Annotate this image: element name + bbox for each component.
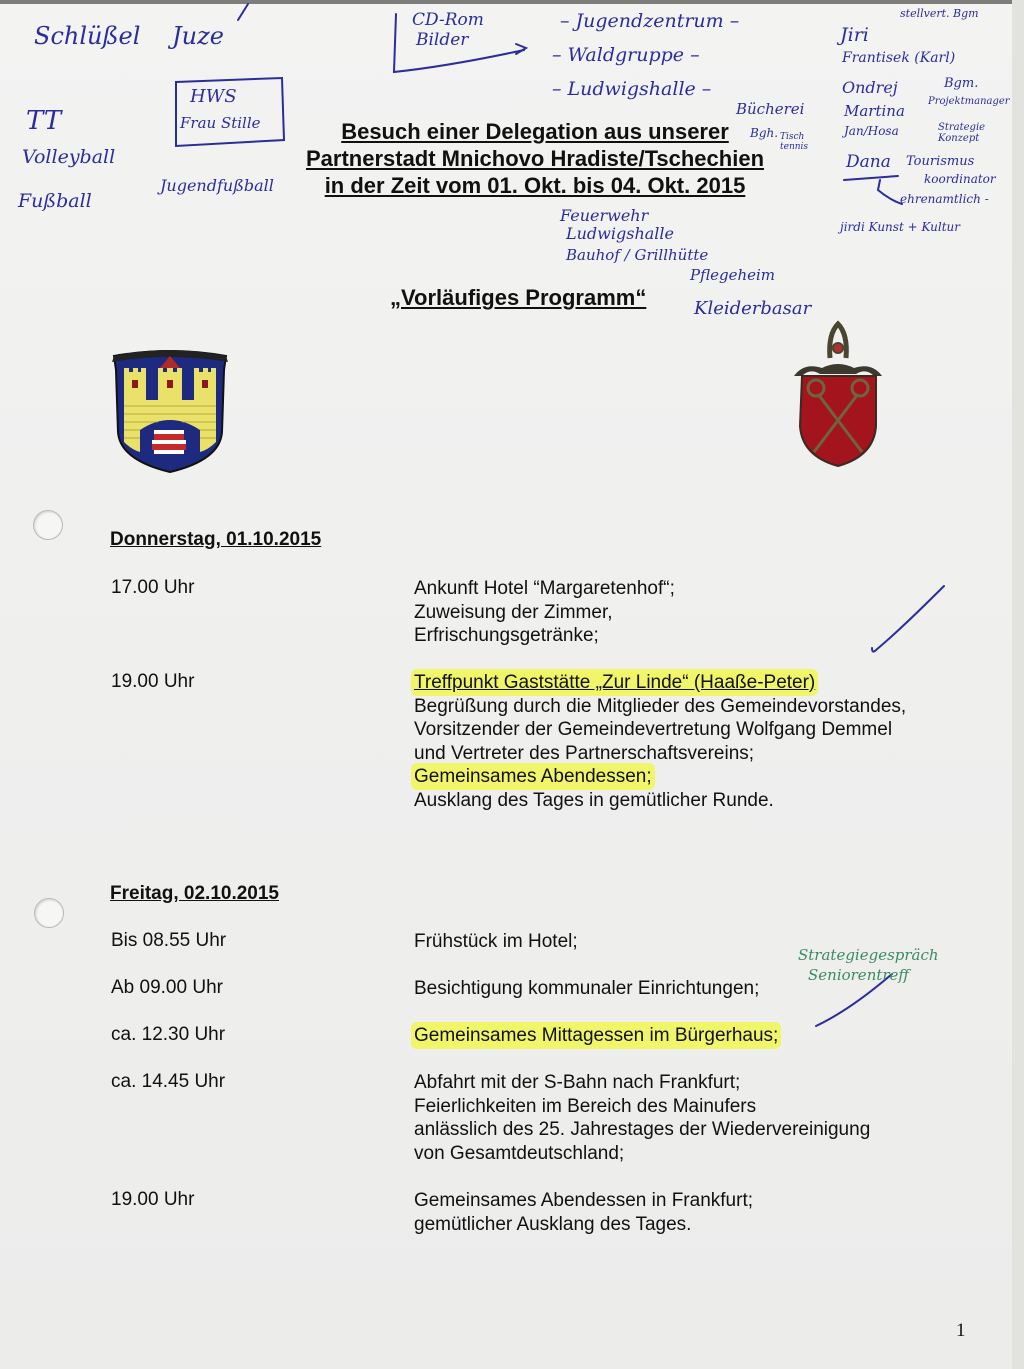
handwritten-note: HWS (190, 86, 237, 107)
scan-right-edge (1012, 0, 1024, 1369)
handwritten-note: Jugendfußball (160, 176, 274, 195)
entry-line: anlässlich des 25. Jahrestages der Wiedervereinigung (414, 1119, 871, 1140)
entry-description (414, 1189, 753, 1236)
handwritten-note: Tourismus (906, 154, 975, 169)
entry-line: Vorsitzender der Gemeindevertretung Wolfgang Demmel (414, 719, 893, 740)
entry-line: gemütlicher Ausklang des Tages. (414, 1213, 692, 1235)
entry-line-meeting-point (414, 671, 906, 695)
entry-time: Bis 08.55 Uhr (111, 930, 227, 951)
handwritten-note: stellvert. Bgm (900, 7, 979, 20)
arrow-head (516, 44, 526, 54)
handwritten-note: Bilder (416, 30, 469, 50)
entry-time: 17.00 Uhr (111, 577, 195, 598)
check-mark (872, 586, 944, 652)
entry-description (414, 577, 675, 648)
handwritten-note: Projektmanager (928, 96, 1010, 107)
entry-time: ca. 12.30 Uhr (111, 1024, 226, 1045)
partner-town-coat-of-arms-right (790, 316, 886, 468)
handwritten-note: Ondrej (842, 78, 898, 97)
day-heading-friday: Freitag, 02.10.2015 (110, 883, 279, 904)
handwritten-note: Bgh. (750, 126, 779, 140)
entry-line: Besichtigung kommunaler Einrichtungen; (414, 978, 760, 999)
punch-hole (34, 898, 64, 928)
pen-stroke (238, 4, 248, 20)
handwritten-note: CD-Rom (412, 10, 484, 30)
document-title (270, 118, 800, 199)
handwritten-note: Schlüßel (34, 22, 141, 50)
handwritten-note: Juze (172, 22, 224, 50)
highlighted-text: Gemeinsames Abendessen; (414, 766, 652, 787)
handwritten-note: Ludwigshalle (566, 224, 674, 243)
entry-line: Begrüßung durch die Mitglieder des Gemeindevorstandes, (414, 695, 907, 717)
handwritten-note: Feuerwehr (560, 206, 649, 225)
entry-line: Feierlichkeiten im Bereich des Mainufers (414, 1095, 757, 1117)
entry-time: 19.00 Uhr (111, 671, 195, 692)
handwritten-note: Seniorentreff (808, 966, 910, 984)
entry-line: und Vertreter des Partnerschaftsvereins; (414, 742, 755, 764)
handwritten-note: Bücherei (736, 100, 805, 118)
handwritten-note: Dana (846, 152, 891, 172)
title-line-2: Partnerstadt Mnichovo Hradiste/Tschechien (305, 146, 765, 171)
underline-stroke (844, 176, 898, 180)
handwritten-note: Volleyball (22, 146, 116, 168)
handwritten-note: Pflegeheim (690, 266, 776, 284)
entry-description (414, 1024, 778, 1048)
day-heading-thursday: Donnerstag, 01.10.2015 (110, 529, 322, 550)
handwritten-note: Frau Stille (180, 114, 261, 132)
entry-line: Erfrischungsgetränke; (414, 625, 599, 646)
entry-line: Frühstück im Hotel; (414, 931, 578, 952)
handwritten-note: Bauhof / Grillhütte (566, 246, 709, 264)
handwritten-note: – Ludwigshalle – (552, 78, 712, 100)
scan-top-edge (0, 0, 1012, 4)
entry-line: Zuweisung der Zimmer, (414, 601, 613, 623)
entry-time: ca. 14.45 Uhr (111, 1071, 226, 1092)
entry-time: 19.00 Uhr (111, 1189, 195, 1210)
handwritten-note: koordinator (924, 172, 996, 186)
highlighted-text: Gemeinsames Mittagessen im Bürgerhaus; (414, 1025, 779, 1046)
entry-description (414, 671, 906, 812)
entry-line (414, 765, 906, 789)
title-line-1: Besuch einer Delegation aus unserer (341, 119, 729, 144)
town-coat-of-arms-left (108, 342, 232, 476)
handwritten-note: Frantisek (Karl) (842, 50, 956, 66)
handwritten-note: – Waldgruppe – (552, 44, 700, 66)
entry-description (414, 930, 578, 954)
entry-line: Ausklang des Tages in gemütlicher Runde. (414, 789, 774, 811)
entry-description (414, 1071, 870, 1165)
handwritten-note: jirdi Kunst + Kultur (840, 220, 961, 234)
title-line-3: in der Zeit vom 01. Okt. bis 04. Okt. 2015 (324, 173, 746, 198)
handwritten-note: Bgm. (944, 76, 979, 91)
handwritten-note: Strategiegespräch (798, 946, 939, 964)
handwritten-note: Jiri (840, 24, 869, 46)
handwritten-note: Kleiderbasar (694, 298, 812, 319)
entry-line: Ankunft Hotel “Margaretenhof“; (414, 578, 675, 599)
program-subtitle: „Vorläufiges Programm“ (390, 285, 647, 310)
entry-time: Ab 09.00 Uhr (111, 977, 223, 998)
entry-description (414, 977, 759, 1001)
entry-line: von Gesamtdeutschland; (414, 1142, 625, 1164)
pointer-arrow (878, 180, 902, 204)
handwritten-note: Strategie Konzept (938, 122, 986, 144)
punch-hole (33, 510, 63, 540)
handwritten-note: Martina (844, 102, 905, 120)
handwritten-note: Fußball (18, 190, 92, 212)
handwritten-note: TT (26, 106, 62, 136)
handwritten-note: – Jugendzentrum – (560, 10, 740, 32)
highlighted-text: Treffpunkt Gaststätte „Zur Linde“ (Haaße-Peter) (414, 672, 816, 693)
handwritten-note: Tisch tennis (780, 132, 809, 152)
handwritten-note: Jan/Hosa (844, 124, 899, 138)
entry-line (414, 1024, 778, 1048)
handwritten-note: ehrenamtlich - (900, 192, 989, 206)
entry-line: Abfahrt mit der S-Bahn nach Frankfurt; (414, 1072, 741, 1093)
entry-line: Gemeinsames Abendessen in Frankfurt; (414, 1190, 754, 1211)
page-number: 1 (956, 1320, 966, 1341)
